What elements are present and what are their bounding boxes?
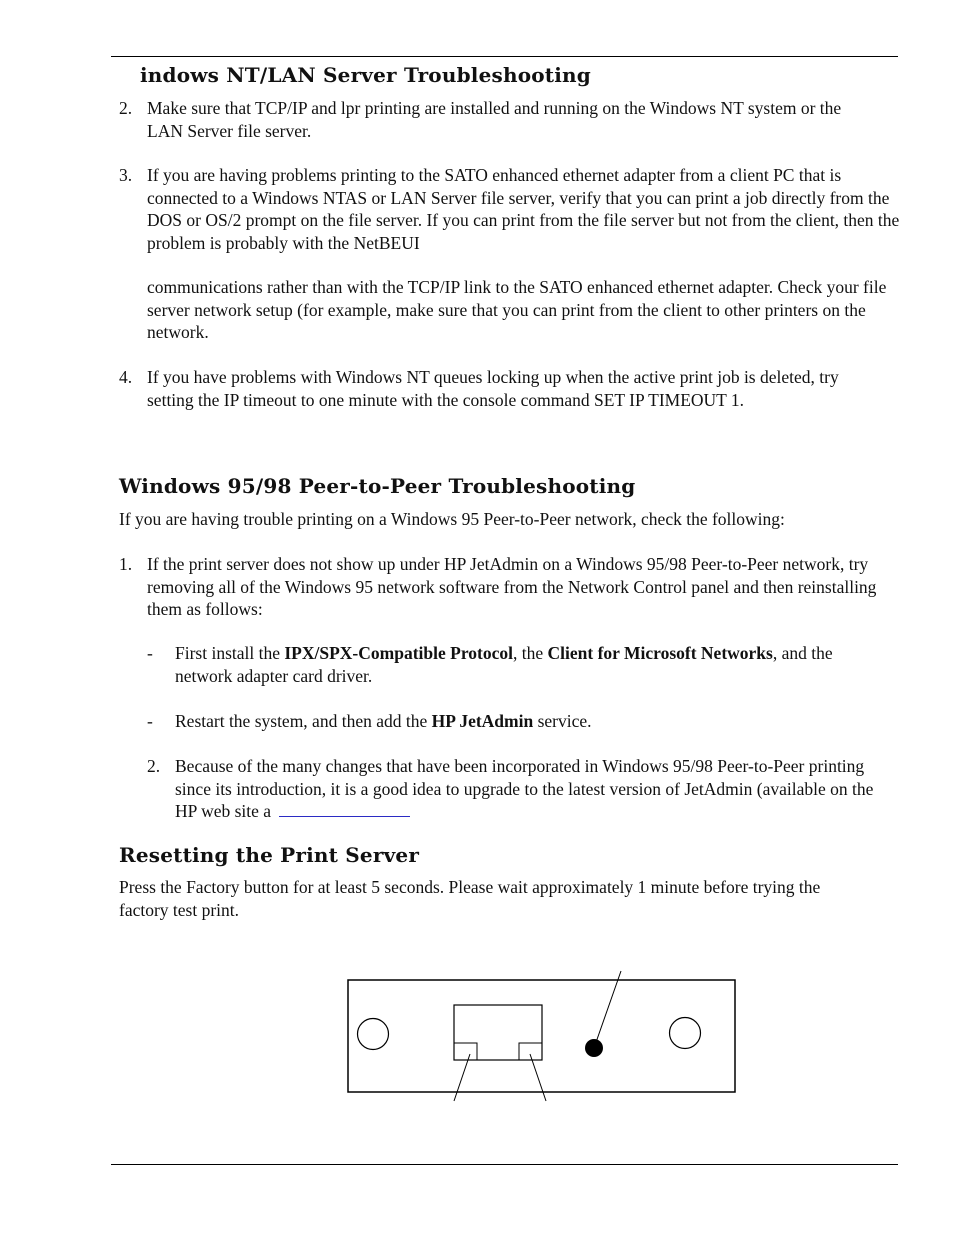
port-led-right — [519, 1043, 542, 1060]
list-item-continuation: communications rather than with the TCP/IP link to the SATO enhanced ethernet adapter. Check your file server network setup (for example, make sure that you can print from the client to other printers on the network. — [147, 277, 887, 342]
bullet-bold: Client for Microsoft Networks — [547, 643, 773, 663]
led-callout-left — [454, 1054, 470, 1101]
mounting-hole-left — [358, 1019, 389, 1050]
reset-section-heading: Resetting the Print Server — [119, 843, 420, 867]
list-number: 2. — [147, 756, 161, 776]
port-led-left — [454, 1043, 477, 1060]
item-text: Because of the many changes that have been incorporated in Windows 95/98 Peer-to-Peer printing since its introduction, it is a good idea to upgrade to the latest version of JetAdmin (available on the HP web site a — [175, 756, 874, 821]
bullet-text: service. — [533, 711, 592, 731]
web-link[interactable] — [279, 802, 410, 817]
list-item-text: If you have problems with Windows NT queues locking up when the active print job is deleted, try setting the IP timeout to one minute with the console command SET IP TIMEOUT 1. — [147, 367, 839, 410]
list-item-text — [175, 755, 887, 823]
list-item-text: If the print server does not show up under HP JetAdmin on a Windows 95/98 Peer-to-Peer network, try removing all of the Windows 95 network software from the Network Control panel and then reinstalling them as follows: — [147, 554, 877, 619]
bullet-text: , and the network adapter card driver. — [175, 643, 833, 686]
list-number: 4. — [119, 367, 133, 387]
mounting-hole-right — [670, 1018, 701, 1049]
win95-intro: If you are having trouble printing on a Windows 95 Peer-to-Peer network, check the following: — [119, 509, 785, 529]
nt-section-heading: indows NT/LAN Server Troubleshooting — [140, 63, 591, 87]
bullet-dash: - — [147, 711, 153, 731]
top-rule — [111, 56, 898, 57]
bullet-item — [175, 710, 855, 733]
factory-button-callout — [594, 971, 621, 1048]
list-item-text: Make sure that TCP/IP and lpr printing are installed and running on the Windows NT system or the LAN Server file server. — [147, 98, 842, 141]
led-callout-right — [530, 1054, 546, 1101]
bullet-text: Restart the system, and then add the — [175, 711, 432, 731]
bottom-rule — [111, 1164, 898, 1165]
list-item-text: If you are having problems printing to the SATO enhanced ethernet adapter from a client PC that is connected to a Windows NTAS or LAN Server file server, verify that you can print a job directly from the DOS or OS/2 prompt on the file server. If you can print from the file server but not from the client, then the problem is probably with the NetBEUI — [147, 165, 900, 253]
bullet-bold: HP JetAdmin — [431, 711, 534, 731]
print-server-diagram — [330, 960, 750, 1110]
bullet-dash: - — [147, 643, 153, 663]
bullet-bold: IPX/SPX-Compatible Protocol — [284, 643, 513, 663]
reset-instructions: Press the Factory button for at least 5 seconds. Please wait approximately 1 minute before trying the factory test print. — [119, 877, 821, 920]
list-number: 2. — [119, 98, 133, 118]
list-number: 1. — [119, 554, 133, 574]
network-port — [454, 1005, 542, 1060]
bullet-text: , the — [513, 643, 548, 663]
bullet-item — [175, 642, 855, 687]
win95-section-heading: Windows 95/98 Peer-to-Peer Troubleshooting — [119, 474, 636, 498]
list-number: 3. — [119, 165, 133, 185]
bullet-text: First install the — [175, 643, 285, 663]
